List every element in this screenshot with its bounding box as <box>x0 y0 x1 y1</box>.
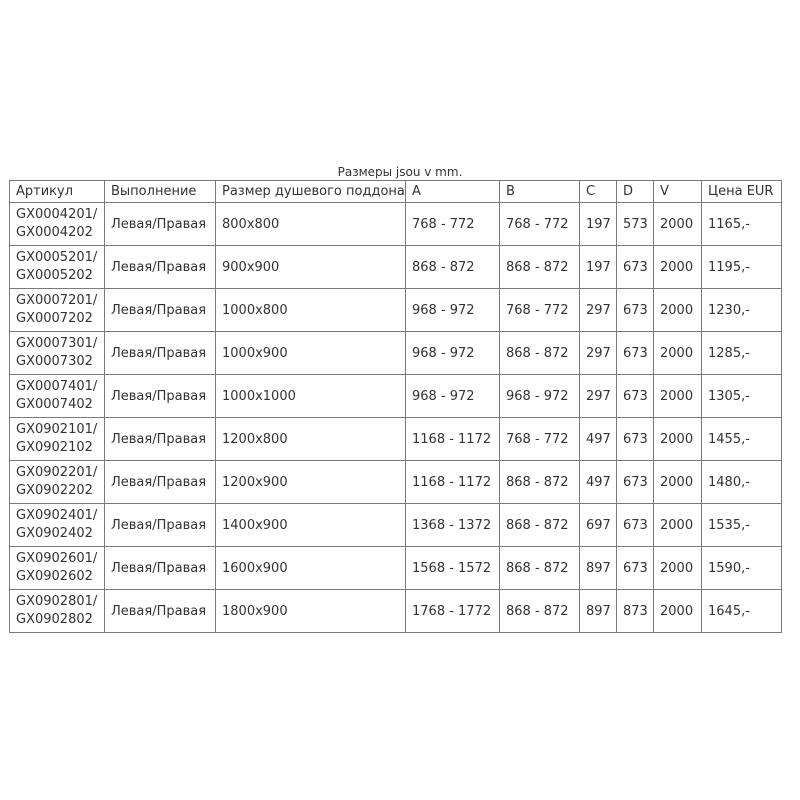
header-a: A <box>406 181 500 203</box>
c-cell: 497 <box>580 418 617 461</box>
price-cell: 1305,- <box>702 375 782 418</box>
tray-size-cell: 1000x1000 <box>216 375 406 418</box>
v-cell: 2000 <box>654 375 702 418</box>
table-row <box>10 246 782 289</box>
table-caption: Размеры jsou v mm. <box>337 165 463 179</box>
v-cell: 2000 <box>654 504 702 547</box>
article-code-1: GX0007401/ <box>16 379 98 394</box>
variant-cell: Левая/Правая <box>105 504 216 547</box>
article-code-1: GX0007201/ <box>16 293 98 308</box>
c-cell: 197 <box>580 246 617 289</box>
article-cell <box>10 246 105 289</box>
a-cell: 868 - 872 <box>406 246 500 289</box>
header-d: D <box>617 181 654 203</box>
variant-cell: Левая/Правая <box>105 246 216 289</box>
variant-cell: Левая/Правая <box>105 332 216 375</box>
header-row <box>10 181 782 203</box>
table-row <box>10 590 782 633</box>
table-row <box>10 289 782 332</box>
b-cell: 868 - 872 <box>500 246 580 289</box>
price-cell: 1195,- <box>702 246 782 289</box>
a-cell: 968 - 972 <box>406 375 500 418</box>
table-row <box>10 461 782 504</box>
price-cell: 1645,- <box>702 590 782 633</box>
tray-size-cell: 1000x900 <box>216 332 406 375</box>
article-code-2: GX0902602 <box>16 569 93 584</box>
table-row <box>10 504 782 547</box>
b-cell: 968 - 972 <box>500 375 580 418</box>
a-cell: 1368 - 1372 <box>406 504 500 547</box>
tray-size-cell: 1000x800 <box>216 289 406 332</box>
c-cell: 897 <box>580 547 617 590</box>
v-cell: 2000 <box>654 418 702 461</box>
c-cell: 297 <box>580 332 617 375</box>
d-cell: 673 <box>617 461 654 504</box>
tray-size-cell: 800x800 <box>216 203 406 246</box>
article-code-2: GX0902102 <box>16 440 93 455</box>
price-cell: 1590,- <box>702 547 782 590</box>
table-row <box>10 332 782 375</box>
article-cell <box>10 590 105 633</box>
table-row <box>10 203 782 246</box>
a-cell: 968 - 972 <box>406 289 500 332</box>
header-price: Цена EUR <box>702 181 782 203</box>
variant-cell: Левая/Правая <box>105 461 216 504</box>
article-code-2: GX0902802 <box>16 612 93 627</box>
article-code-2: GX0902202 <box>16 483 93 498</box>
article-code-1: GX0007301/ <box>16 336 98 351</box>
d-cell: 673 <box>617 375 654 418</box>
variant-cell: Левая/Правая <box>105 418 216 461</box>
article-cell <box>10 461 105 504</box>
article-code-2: GX0007302 <box>16 354 93 369</box>
v-cell: 2000 <box>654 246 702 289</box>
v-cell: 2000 <box>654 590 702 633</box>
tray-size-cell: 1200x800 <box>216 418 406 461</box>
article-code-1: GX0005201/ <box>16 250 98 265</box>
article-code-1: GX0902801/ <box>16 594 98 609</box>
article-code-1: GX0902101/ <box>16 422 98 437</box>
a-cell: 968 - 972 <box>406 332 500 375</box>
article-code-2: GX0007202 <box>16 311 93 326</box>
d-cell: 673 <box>617 246 654 289</box>
tray-size-cell: 1600x900 <box>216 547 406 590</box>
article-code-2: GX0007402 <box>16 397 93 412</box>
c-cell: 197 <box>580 203 617 246</box>
header-variant: Выполнение <box>105 181 216 203</box>
tray-size-cell: 900x900 <box>216 246 406 289</box>
price-cell: 1285,- <box>702 332 782 375</box>
a-cell: 1568 - 1572 <box>406 547 500 590</box>
header-article: Артикул <box>10 181 105 203</box>
v-cell: 2000 <box>654 332 702 375</box>
b-cell: 868 - 872 <box>500 547 580 590</box>
tray-size-cell: 1800x900 <box>216 590 406 633</box>
table-row <box>10 547 782 590</box>
article-code-1: GX0902601/ <box>16 551 98 566</box>
header-v: V <box>654 181 702 203</box>
article-cell <box>10 504 105 547</box>
variant-cell: Левая/Правая <box>105 547 216 590</box>
a-cell: 1768 - 1772 <box>406 590 500 633</box>
price-cell: 1480,- <box>702 461 782 504</box>
article-code-2: GX0004202 <box>16 225 93 240</box>
article-cell <box>10 332 105 375</box>
v-cell: 2000 <box>654 547 702 590</box>
c-cell: 297 <box>580 375 617 418</box>
tray-size-cell: 1200x900 <box>216 461 406 504</box>
price-cell: 1165,- <box>702 203 782 246</box>
variant-cell: Левая/Правая <box>105 289 216 332</box>
article-code-2: GX0902402 <box>16 526 93 541</box>
b-cell: 768 - 772 <box>500 289 580 332</box>
article-code-1: GX0004201/ <box>16 207 98 222</box>
a-cell: 768 - 772 <box>406 203 500 246</box>
d-cell: 673 <box>617 332 654 375</box>
variant-cell: Левая/Правая <box>105 590 216 633</box>
variant-cell: Левая/Правая <box>105 375 216 418</box>
article-code-2: GX0005202 <box>16 268 93 283</box>
d-cell: 873 <box>617 590 654 633</box>
b-cell: 768 - 772 <box>500 203 580 246</box>
c-cell: 497 <box>580 461 617 504</box>
price-cell: 1455,- <box>702 418 782 461</box>
c-cell: 297 <box>580 289 617 332</box>
article-cell <box>10 418 105 461</box>
price-cell: 1535,- <box>702 504 782 547</box>
v-cell: 2000 <box>654 203 702 246</box>
variant-cell: Левая/Правая <box>105 203 216 246</box>
b-cell: 868 - 872 <box>500 461 580 504</box>
article-code-1: GX0902401/ <box>16 508 98 523</box>
article-cell <box>10 547 105 590</box>
article-code-1: GX0902201/ <box>16 465 98 480</box>
b-cell: 768 - 772 <box>500 418 580 461</box>
dimensions-price-table <box>9 180 782 633</box>
c-cell: 697 <box>580 504 617 547</box>
article-cell <box>10 203 105 246</box>
c-cell: 897 <box>580 590 617 633</box>
v-cell: 2000 <box>654 289 702 332</box>
price-cell: 1230,- <box>702 289 782 332</box>
d-cell: 673 <box>617 418 654 461</box>
header-c: C <box>580 181 617 203</box>
d-cell: 573 <box>617 203 654 246</box>
table-row <box>10 375 782 418</box>
a-cell: 1168 - 1172 <box>406 461 500 504</box>
b-cell: 868 - 872 <box>500 590 580 633</box>
header-b: B <box>500 181 580 203</box>
d-cell: 673 <box>617 289 654 332</box>
b-cell: 868 - 872 <box>500 332 580 375</box>
table-row <box>10 418 782 461</box>
v-cell: 2000 <box>654 461 702 504</box>
b-cell: 868 - 872 <box>500 504 580 547</box>
article-cell <box>10 375 105 418</box>
article-cell <box>10 289 105 332</box>
header-tray-size: Размер душевого поддона <box>216 181 406 203</box>
tray-size-cell: 1400x900 <box>216 504 406 547</box>
d-cell: 673 <box>617 547 654 590</box>
a-cell: 1168 - 1172 <box>406 418 500 461</box>
d-cell: 673 <box>617 504 654 547</box>
